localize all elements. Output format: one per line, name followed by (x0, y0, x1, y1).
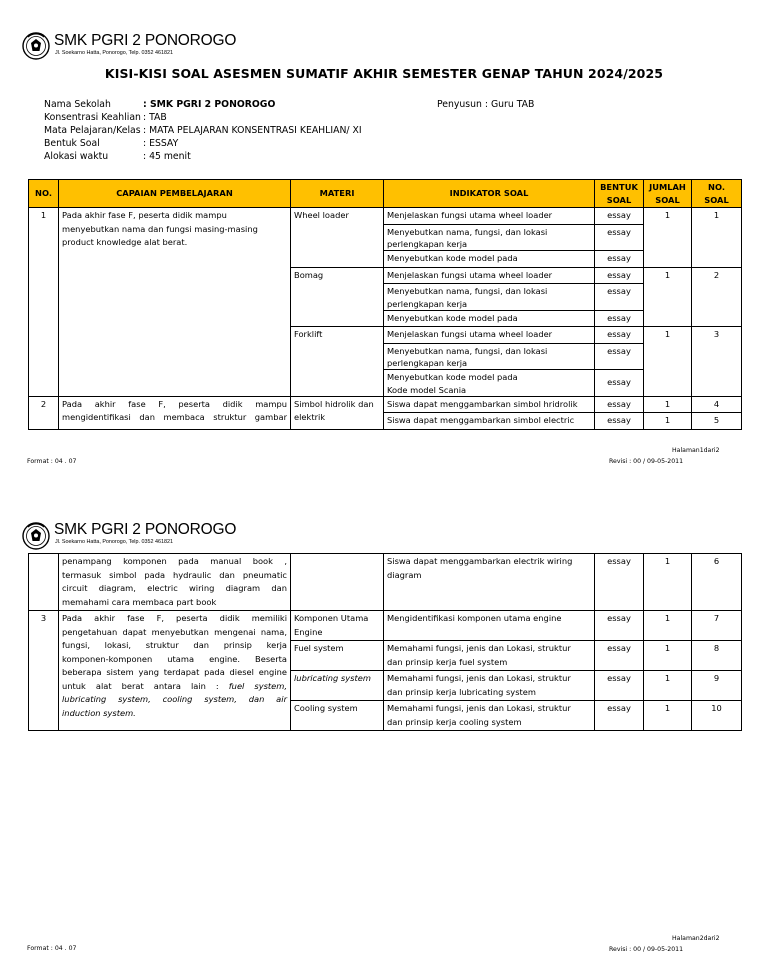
school-address: Jl. Soekarno Hatta, Ponorogo, Telp. 0352 461821 (55, 50, 173, 56)
cp-text: untuk alat berat antara lain : (62, 680, 219, 691)
bentuk-cell: essay (595, 611, 644, 641)
bentuk-cell: essay (595, 701, 644, 731)
info-value-alokasi: : 45 menit (143, 151, 191, 162)
info-value-konsentrasi: : TAB (143, 112, 167, 123)
materi-cell: Cooling system (291, 701, 384, 731)
info-label-mapel: Mata Pelajaran/Kelas (44, 125, 141, 136)
table-row (29, 611, 742, 641)
cp-line: product knowledge alat berat. (62, 237, 188, 247)
jumlah-cell: 1 (644, 671, 692, 701)
footer-format: Format : 04 . 07 (27, 945, 77, 952)
capaian-cell (59, 396, 291, 429)
header-jumlah-line2: SOAL (655, 194, 680, 205)
indikator-line: perlengkapan kerja (387, 239, 468, 249)
nosoal-cell: 4 (692, 396, 742, 413)
cp-line: lubricating system, cooling system, dan air (62, 694, 287, 704)
jumlah-cell: 1 (644, 611, 692, 641)
row-number (29, 554, 59, 611)
table-row (29, 396, 742, 413)
indikator-line: Memahami fungsi, jenis dan Lokasi, struktur (387, 703, 571, 713)
info-label-konsentrasi: Konsentrasi Keahlian (44, 112, 141, 123)
bentuk-cell: essay (595, 251, 644, 268)
indikator-line: diagram (387, 569, 422, 580)
header-nosoal-line2: SOAL (704, 194, 729, 205)
table-header-row (29, 180, 742, 208)
indikator-cell: Menyebutkan kode model pada (384, 251, 595, 268)
indikator-cell: Mengidentifikasi komponen utama engine (384, 611, 595, 641)
bentuk-cell: essay (595, 208, 644, 225)
cp-line: circuit diagram, electric wiring diagram dan (62, 583, 287, 593)
cp-line: fungsi, lokasi, struktur dan prinsip kerja (62, 640, 287, 650)
info-penyusun: Penyusun : Guru TAB (437, 99, 535, 110)
indikator-line: Menyebutkan nama, fungsi, dan lokasi (387, 226, 548, 237)
school-address: Jl. Soekarno Hatta, Ponorogo, Telp. 0352 461821 (55, 539, 173, 545)
nosoal-cell: 8 (692, 641, 742, 671)
cp-line: induction system. (62, 707, 136, 718)
kisi-kisi-table-page-2 (28, 553, 742, 731)
capaian-cell (59, 208, 291, 397)
indikator-line: Kode model Scania (387, 384, 467, 395)
materi-line: elektrik (294, 412, 326, 422)
indikator-cell: Menyebutkan kode model pada (384, 310, 595, 327)
header-capaian: CAPAIAN PEMBELAJARAN (59, 180, 291, 208)
school-logo (22, 522, 50, 550)
bentuk-cell: essay (595, 641, 644, 671)
bentuk-cell: essay (595, 327, 644, 344)
info-value-mapel: : MATA PELAJARAN KONSENTRASI KEAHLIAN/ XI (143, 125, 362, 136)
materi-cell (291, 396, 384, 429)
materi-cell: Fuel system (291, 641, 384, 671)
header-jumlah-line1: JUMLAH (649, 181, 686, 192)
capaian-cell (59, 554, 291, 611)
header-materi: MATERI (291, 180, 384, 208)
jumlah-cell: 1 (644, 396, 692, 413)
cp-line: pengetahuan dapat menyebutkan mengenai nama, (62, 626, 287, 637)
jumlah-cell: 1 (644, 554, 692, 611)
indikator-line: Memahami fungsi, jenis dan Lokasi, struktur (387, 643, 571, 653)
cp-line: memahami cara membaca part book (62, 596, 217, 607)
materi-line: Simbol hidrolik dan (294, 398, 374, 409)
indikator-cell: Menjelaskan fungsi utama wheel loader (384, 208, 595, 225)
bentuk-cell: essay (595, 554, 644, 611)
jumlah-cell: 1 (644, 641, 692, 671)
header-no: NO. (29, 180, 59, 208)
indikator-line: Menyebutkan kode model pada (387, 372, 518, 382)
materi-cell: Forklift (291, 327, 384, 397)
bentuk-cell: essay (595, 284, 644, 311)
cp-line: Pada akhir fase F, peserta didik mampu (62, 210, 227, 220)
indikator-line: Menyebutkan nama, fungsi, dan lokasi (387, 345, 548, 356)
footer-revisi: Revisi : 00 / 09-05-2011 (609, 946, 684, 953)
materi-line: Engine (294, 626, 323, 637)
cp-line: penampang komponen pada manual book , (62, 556, 287, 566)
nosoal-cell: 5 (692, 413, 742, 430)
materi-cell: Wheel loader (291, 208, 384, 268)
indikator-line: Menyebutkan nama, fungsi, dan lokasi (387, 286, 548, 296)
cp-text-italic: fuel system, (228, 680, 288, 691)
info-label-bentuk-soal: Bentuk Soal (44, 138, 100, 149)
indikator-cell (384, 343, 595, 370)
footer-halaman: Halaman2dari2 (672, 935, 720, 942)
indikator-cell (384, 701, 595, 731)
materi-cell: Bomag (291, 267, 384, 327)
header-indikator: INDIKATOR SOAL (384, 180, 595, 208)
school-name: SMK PGRI 2 PONOROGO (54, 32, 237, 49)
cp-line: menyebutkan nama dan fungsi masing-masing (62, 223, 258, 234)
indikator-cell (384, 224, 595, 251)
indikator-cell (384, 370, 595, 397)
bentuk-cell: essay (595, 224, 644, 251)
row-number: 3 (29, 611, 59, 731)
indikator-cell: Siswa dapat menggambarkan simbol electric (384, 413, 595, 430)
row-number: 2 (29, 396, 59, 429)
materi-cell (291, 554, 384, 611)
cp-line: komponen-komponen utama engine. Beserta (62, 653, 287, 664)
bentuk-cell: essay (595, 396, 644, 413)
cp-line: mengidentifikasi dan membaca struktur gambar (62, 412, 287, 422)
row-number: 1 (29, 208, 59, 397)
bentuk-cell: essay (595, 413, 644, 430)
indikator-line: dan prinsip kerja lubricating system (387, 686, 536, 697)
cp-line: beberapa sistem yang terdapat pada diesel engine (62, 667, 287, 677)
jumlah-cell: 1 (644, 413, 692, 430)
cp-line: Pada akhir fase F, peserta didik mampu (62, 398, 287, 409)
cp-line: termasuk simbol pada hydraulic dan pneumatic (62, 569, 287, 580)
header-jumlah-soal (644, 180, 692, 208)
school-name: SMK PGRI 2 PONOROGO (54, 521, 237, 538)
footer-halaman: Halaman1dari2 (672, 447, 720, 454)
school-logo (22, 32, 50, 60)
bentuk-cell: essay (595, 343, 644, 370)
materi-cell: lubricating system (291, 671, 384, 701)
indikator-line: dan prinsip kerja cooling system (387, 716, 522, 727)
indikator-line: Memahami fungsi, jenis dan Lokasi, struktur (387, 673, 571, 683)
nosoal-cell: 6 (692, 554, 742, 611)
nosoal-cell: 3 (692, 327, 742, 397)
indikator-line: perlengkapan kerja (387, 298, 468, 309)
jumlah-cell: 1 (644, 208, 692, 268)
document-title: KISI-KISI SOAL ASESMEN SUMATIF AKHIR SEMESTER GENAP TAHUN 2024/2025 (104, 66, 664, 81)
indikator-line: Siswa dapat menggambarkan electrik wiring (387, 556, 573, 566)
indikator-cell: Menjelaskan fungsi utama wheel loader (384, 327, 595, 344)
jumlah-cell: 1 (644, 267, 692, 327)
info-label-alokasi: Alokasi waktu (44, 151, 109, 162)
kisi-kisi-table-page-1 (28, 179, 742, 430)
header-no-soal (692, 180, 742, 208)
indikator-cell: Siswa dapat menggambarkan simbol hridrolik (384, 396, 595, 413)
indikator-cell (384, 641, 595, 671)
info-value-bentuk-soal: : ESSAY (143, 138, 179, 149)
cp-line (62, 680, 287, 694)
indikator-cell (384, 554, 595, 611)
indikator-line: perlengkapan kerja (387, 358, 468, 368)
footer-format: Format : 04 . 07 (27, 458, 77, 465)
header-bentuk-line1: BENTUK (600, 181, 638, 192)
header-nosoal-line1: NO. (708, 181, 725, 192)
indikator-cell: Menjelaskan fungsi utama wheel loader (384, 267, 595, 284)
info-label-nama-sekolah: Nama Sekolah (44, 99, 111, 110)
nosoal-cell: 2 (692, 267, 742, 327)
bentuk-cell: essay (595, 267, 644, 284)
jumlah-cell: 1 (644, 701, 692, 731)
capaian-cell (59, 611, 291, 731)
footer-revisi: Revisi : 00 / 09-05-2011 (609, 458, 684, 465)
indikator-cell (384, 284, 595, 311)
bentuk-cell: essay (595, 310, 644, 327)
materi-cell (291, 611, 384, 641)
bentuk-cell: essay (595, 671, 644, 701)
indikator-cell (384, 671, 595, 701)
cp-line: Pada akhir fase F, peserta didik memiliki (62, 613, 287, 623)
materi-line: Komponen Utama (294, 613, 369, 623)
nosoal-cell: 1 (692, 208, 742, 268)
info-value-nama-sekolah: : SMK PGRI 2 PONOROGO (143, 99, 276, 110)
nosoal-cell: 7 (692, 611, 742, 641)
nosoal-cell: 10 (692, 701, 742, 731)
table-row (29, 208, 742, 225)
jumlah-cell: 1 (644, 327, 692, 397)
header-bentuk-line2: SOAL (606, 194, 632, 205)
table-row (29, 554, 742, 611)
indikator-line: dan prinsip kerja fuel system (387, 656, 508, 667)
nosoal-cell: 9 (692, 671, 742, 701)
bentuk-cell: essay (595, 370, 644, 397)
header-bentuk-soal (595, 180, 644, 208)
